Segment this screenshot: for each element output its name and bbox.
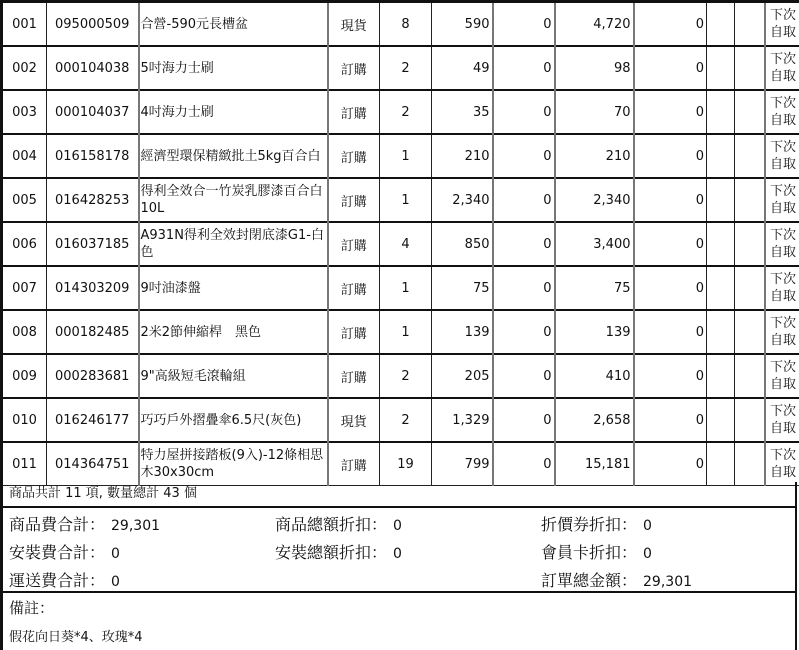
item-empty-col-b <box>735 222 765 266</box>
order-total-label: 訂單總金額： <box>541 571 638 590</box>
item-subtotal: 3,400 <box>555 222 634 266</box>
coupon-discount-total <box>541 512 652 535</box>
product-discount-value: 0 <box>393 518 402 534</box>
item-number: 004 <box>2 134 47 178</box>
item-number: 005 <box>2 178 47 222</box>
item-pickup-method: 下次自取 <box>765 398 799 442</box>
item-name: 5吋海力士刷 <box>139 46 328 90</box>
item-discount: 0 <box>493 46 555 90</box>
install-discount-label: 安裝總額折扣： <box>275 543 388 562</box>
item-install-fee: 0 <box>634 310 707 354</box>
product-discount-label: 商品總額折扣： <box>275 515 388 534</box>
item-empty-col-b <box>735 2 765 47</box>
item-install-fee: 0 <box>634 222 707 266</box>
item-quantity: 1 <box>380 134 432 178</box>
item-unit-price: 2,340 <box>432 178 493 222</box>
item-quantity: 19 <box>380 442 432 486</box>
item-empty-col-b <box>735 46 765 90</box>
item-number: 008 <box>2 310 47 354</box>
item-pickup-method: 下次自取 <box>765 46 799 90</box>
item-code: 000283681 <box>47 354 139 398</box>
item-name: 4吋海力士刷 <box>139 90 328 134</box>
item-stock-type: 訂購 <box>328 354 380 398</box>
shipping-fee-value: 0 <box>111 574 120 590</box>
item-subtotal: 98 <box>555 46 634 90</box>
item-number: 003 <box>2 90 47 134</box>
table-row <box>2 2 799 47</box>
item-empty-col-a <box>707 266 735 310</box>
remarks-text: 假花向日葵*4、玫瑰*4 <box>9 630 143 645</box>
item-name: 巧巧戶外摺疊傘6.5尺(灰色) <box>139 398 328 442</box>
item-code: 016246177 <box>47 398 139 442</box>
item-subtotal: 4,720 <box>555 2 634 47</box>
item-empty-col-a <box>707 134 735 178</box>
item-empty-col-a <box>707 178 735 222</box>
item-name: 9吋油漆盤 <box>139 266 328 310</box>
item-empty-col-a <box>707 222 735 266</box>
member-discount-value: 0 <box>643 546 652 562</box>
item-number: 011 <box>2 442 47 486</box>
item-code: 095000509 <box>47 2 139 47</box>
item-name: 2米2節伸縮桿 黑色 <box>139 310 328 354</box>
item-unit-price: 75 <box>432 266 493 310</box>
item-empty-col-b <box>735 266 765 310</box>
item-install-fee: 0 <box>634 134 707 178</box>
item-pickup-method: 下次自取 <box>765 266 799 310</box>
item-stock-type: 訂購 <box>328 442 380 486</box>
item-subtotal: 410 <box>555 354 634 398</box>
item-quantity: 2 <box>380 46 432 90</box>
item-subtotal: 15,181 <box>555 442 634 486</box>
item-subtotal: 75 <box>555 266 634 310</box>
item-discount: 0 <box>493 90 555 134</box>
order-total <box>541 568 692 591</box>
order-total-value: 29,301 <box>643 574 693 590</box>
item-stock-type: 現貨 <box>328 398 380 442</box>
item-number: 001 <box>2 2 47 47</box>
product-fee-value: 29,301 <box>111 518 161 534</box>
item-code: 000104037 <box>47 90 139 134</box>
table-row <box>2 134 799 178</box>
item-number: 010 <box>2 398 47 442</box>
item-empty-col-b <box>735 354 765 398</box>
item-unit-price: 49 <box>432 46 493 90</box>
item-quantity: 4 <box>380 222 432 266</box>
item-install-fee: 0 <box>634 266 707 310</box>
table-row <box>2 178 799 222</box>
item-code: 000104038 <box>47 46 139 90</box>
item-stock-type: 訂購 <box>328 178 380 222</box>
item-quantity: 2 <box>380 90 432 134</box>
remarks-section <box>0 593 797 650</box>
item-discount: 0 <box>493 310 555 354</box>
shipping-fee-label: 運送費合計： <box>9 571 106 590</box>
member-discount-label: 會員卡折扣： <box>541 543 638 562</box>
item-quantity: 1 <box>380 266 432 310</box>
item-subtotal: 139 <box>555 310 634 354</box>
item-name: 得利全效合一竹炭乳膠漆百合白10L <box>139 178 328 222</box>
item-code: 016037185 <box>47 222 139 266</box>
table-row <box>2 266 799 310</box>
item-install-fee: 0 <box>634 2 707 47</box>
item-discount: 0 <box>493 2 555 47</box>
item-name: 特力屋拼接踏板(9入)-12條相思木30x30cm <box>139 442 328 486</box>
item-discount: 0 <box>493 266 555 310</box>
item-quantity: 2 <box>380 398 432 442</box>
item-number: 009 <box>2 354 47 398</box>
item-empty-col-b <box>735 90 765 134</box>
table-row <box>2 90 799 134</box>
item-empty-col-a <box>707 354 735 398</box>
item-pickup-method: 下次自取 <box>765 354 799 398</box>
item-install-fee: 0 <box>634 90 707 134</box>
item-unit-price: 35 <box>432 90 493 134</box>
item-discount: 0 <box>493 398 555 442</box>
install-fee-label: 安裝費合計： <box>9 543 106 562</box>
item-code: 016428253 <box>47 178 139 222</box>
item-empty-col-a <box>707 46 735 90</box>
remarks-title: 備註： <box>9 599 55 617</box>
item-quantity: 1 <box>380 310 432 354</box>
member-discount-total <box>541 540 652 563</box>
item-unit-price: 1,329 <box>432 398 493 442</box>
item-stock-type: 訂購 <box>328 222 380 266</box>
item-quantity: 8 <box>380 2 432 47</box>
item-unit-price: 799 <box>432 442 493 486</box>
install-discount-total <box>275 540 402 563</box>
item-count-summary: 商品共計 11 項, 數量總計 43 個 <box>0 482 797 508</box>
coupon-discount-label: 折價券折扣： <box>541 515 638 534</box>
item-subtotal: 70 <box>555 90 634 134</box>
item-pickup-method: 下次自取 <box>765 134 799 178</box>
item-discount: 0 <box>493 222 555 266</box>
item-empty-col-a <box>707 398 735 442</box>
item-pickup-method: 下次自取 <box>765 442 799 486</box>
item-number: 002 <box>2 46 47 90</box>
item-empty-col-b <box>735 442 765 486</box>
item-unit-price: 139 <box>432 310 493 354</box>
product-fee-total <box>9 512 160 535</box>
item-stock-type: 訂購 <box>328 310 380 354</box>
item-pickup-method: 下次自取 <box>765 90 799 134</box>
product-fee-label: 商品費合計： <box>9 515 106 534</box>
item-name: 經濟型環保精緻批土5kg百合白 <box>139 134 328 178</box>
item-empty-col-a <box>707 310 735 354</box>
item-stock-type: 訂購 <box>328 90 380 134</box>
install-fee-value: 0 <box>111 546 120 562</box>
item-install-fee: 0 <box>634 398 707 442</box>
item-stock-type: 訂購 <box>328 266 380 310</box>
item-code: 000182485 <box>47 310 139 354</box>
item-stock-type: 訂購 <box>328 134 380 178</box>
item-pickup-method: 下次自取 <box>765 222 799 266</box>
install-discount-value: 0 <box>393 546 402 562</box>
item-empty-col-b <box>735 398 765 442</box>
item-name: 合營-590元長槽盆 <box>139 2 328 47</box>
item-code: 014303209 <box>47 266 139 310</box>
item-discount: 0 <box>493 134 555 178</box>
item-unit-price: 210 <box>432 134 493 178</box>
table-row <box>2 354 799 398</box>
item-name: 9"高級短毛滾輪組 <box>139 354 328 398</box>
item-discount: 0 <box>493 442 555 486</box>
item-subtotal: 2,340 <box>555 178 634 222</box>
item-stock-type: 訂購 <box>328 46 380 90</box>
item-empty-col-b <box>735 178 765 222</box>
item-discount: 0 <box>493 178 555 222</box>
item-pickup-method: 下次自取 <box>765 2 799 47</box>
item-name: A931N得利全效封閉底漆G1-白色 <box>139 222 328 266</box>
item-install-fee: 0 <box>634 178 707 222</box>
item-empty-col-b <box>735 310 765 354</box>
item-quantity: 1 <box>380 178 432 222</box>
item-stock-type: 現貨 <box>328 2 380 47</box>
table-row <box>2 310 799 354</box>
table-row <box>2 398 799 442</box>
item-unit-price: 590 <box>432 2 493 47</box>
item-empty-col-a <box>707 2 735 47</box>
item-install-fee: 0 <box>634 442 707 486</box>
item-empty-col-b <box>735 134 765 178</box>
item-code: 014364751 <box>47 442 139 486</box>
item-empty-col-a <box>707 90 735 134</box>
item-discount: 0 <box>493 354 555 398</box>
coupon-discount-value: 0 <box>643 518 652 534</box>
item-number: 007 <box>2 266 47 310</box>
item-number: 006 <box>2 222 47 266</box>
install-fee-total <box>9 540 120 563</box>
item-subtotal: 2,658 <box>555 398 634 442</box>
shipping-fee-total <box>9 568 120 591</box>
item-pickup-method: 下次自取 <box>765 310 799 354</box>
table-row <box>2 46 799 90</box>
table-row <box>2 442 799 486</box>
table-row <box>2 222 799 266</box>
item-pickup-method: 下次自取 <box>765 178 799 222</box>
product-discount-total <box>275 512 402 535</box>
item-install-fee: 0 <box>634 46 707 90</box>
item-quantity: 2 <box>380 354 432 398</box>
item-code: 016158178 <box>47 134 139 178</box>
totals-section <box>0 508 797 593</box>
item-unit-price: 205 <box>432 354 493 398</box>
item-unit-price: 850 <box>432 222 493 266</box>
item-empty-col-a <box>707 442 735 486</box>
item-install-fee: 0 <box>634 354 707 398</box>
item-subtotal: 210 <box>555 134 634 178</box>
